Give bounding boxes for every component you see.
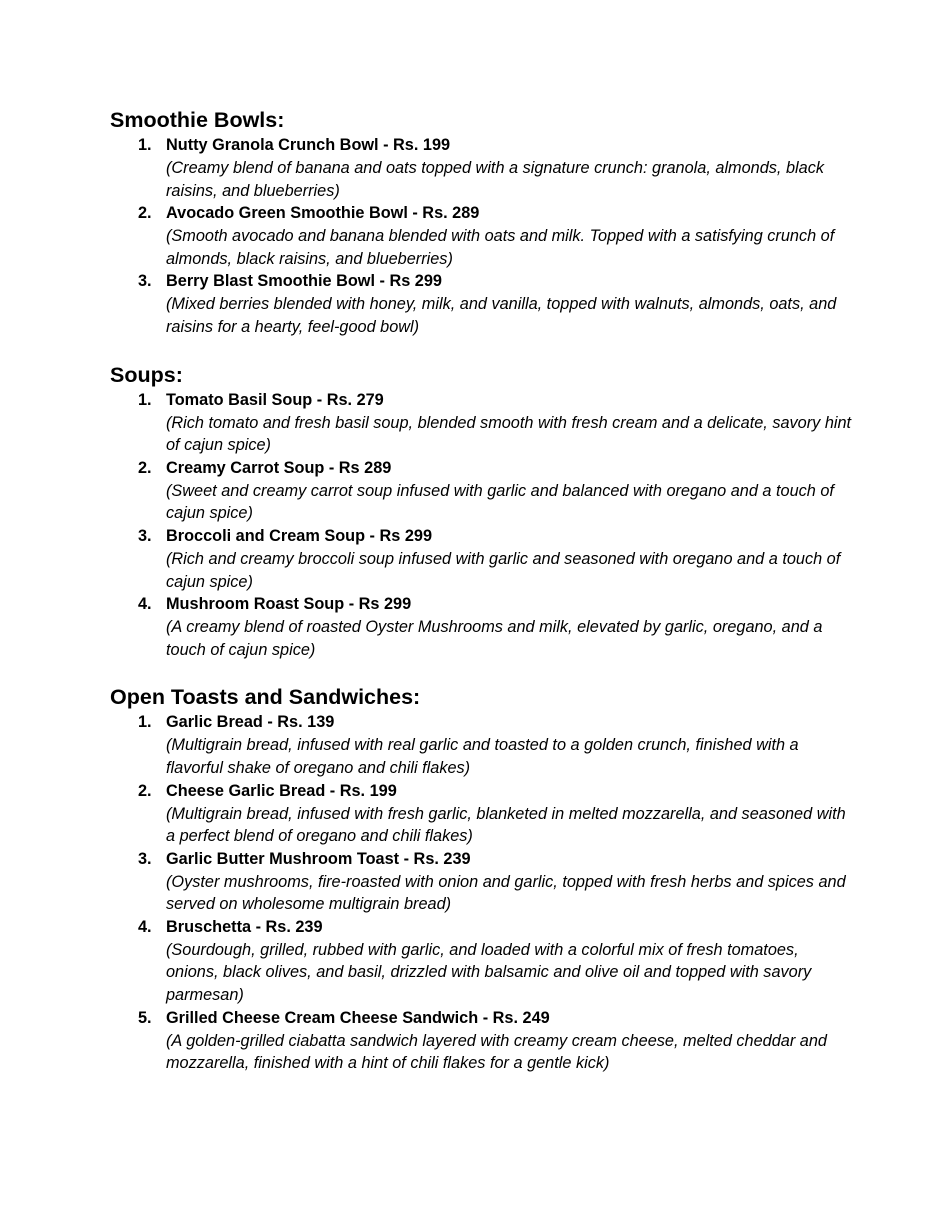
item-list bbox=[110, 134, 852, 339]
item-number: 3. bbox=[138, 272, 152, 291]
item-name-price: Bruschetta - Rs. 239 bbox=[166, 917, 323, 936]
item-description: (Rich and creamy broccoli soup infused with garlic and seasoned with oregano and a touch of cajun spice) bbox=[166, 549, 841, 591]
menu-item bbox=[110, 525, 852, 593]
menu-item bbox=[110, 1007, 852, 1075]
menu-item bbox=[110, 711, 852, 779]
section-title: Open Toasts and Sandwiches: bbox=[110, 685, 421, 710]
menu-item bbox=[110, 848, 852, 916]
section-title: Soups: bbox=[110, 362, 183, 387]
item-name-price: Cheese Garlic Bread - Rs. 199 bbox=[166, 781, 397, 800]
section-title: Smoothie Bowls: bbox=[110, 108, 285, 132]
menu-item bbox=[110, 202, 852, 270]
item-description: (A golden-grilled ciabatta sandwich layered with creamy cream cheese, melted cheddar and mozzarella, finished with a hint of chili flakes for a gentle kick) bbox=[166, 1031, 827, 1073]
item-number: 3. bbox=[138, 526, 152, 545]
item-name-price: Grilled Cheese Cream Cheese Sandwich - Rs. 249 bbox=[166, 1008, 550, 1027]
item-name-price: Tomato Basil Soup - Rs. 279 bbox=[166, 390, 384, 409]
item-description: (Rich tomato and fresh basil soup, blended smooth with fresh cream and a delicate, savory hint of cajun spice) bbox=[166, 413, 852, 455]
item-description: (Multigrain bread, infused with real garlic and toasted to a golden crunch, finished with a flavorful shake of oregano and chili flakes) bbox=[166, 736, 799, 777]
item-description: (Smooth avocado and banana blended with oats and milk. Topped with a satisfying crunch of almonds, black raisins, and blueberries) bbox=[166, 227, 835, 268]
section-open-toasts-sandwiches bbox=[110, 683, 852, 1075]
menu-item bbox=[110, 134, 852, 202]
item-number: 2. bbox=[138, 458, 152, 477]
item-number: 1. bbox=[138, 390, 152, 409]
item-name-price: Berry Blast Smoothie Bowl - Rs 299 bbox=[166, 272, 442, 291]
menu-item bbox=[110, 270, 852, 338]
item-description: (Creamy blend of banana and oats topped with a signature crunch: granola, almonds, black raisins, and blueberries) bbox=[166, 159, 824, 200]
item-list bbox=[110, 389, 852, 662]
menu-item bbox=[110, 780, 852, 848]
item-description: (Sourdough, grilled, rubbed with garlic, and loaded with a colorful mix of fresh tomatoes, onions, black olives, and basil, drizzled with balsamic and olive oil and topped with savory parmesan) bbox=[166, 940, 812, 1005]
item-name-price: Mushroom Roast Soup - Rs 299 bbox=[166, 595, 412, 614]
item-name-price: Garlic Butter Mushroom Toast - Rs. 239 bbox=[166, 849, 471, 868]
item-name-price: Avocado Green Smoothie Bowl - Rs. 289 bbox=[166, 204, 480, 223]
menu-item bbox=[110, 916, 852, 1007]
item-name-price: Nutty Granola Crunch Bowl - Rs. 199 bbox=[166, 136, 451, 154]
item-name-price: Creamy Carrot Soup - Rs 289 bbox=[166, 458, 392, 477]
section-smoothie-bowls bbox=[110, 106, 852, 339]
item-number: 1. bbox=[138, 713, 152, 732]
item-description: (Oyster mushrooms, fire-roasted with onion and garlic, topped with fresh herbs and spices and served on wholesome multigrain bread) bbox=[166, 872, 846, 914]
item-name-price: Garlic Bread - Rs. 139 bbox=[166, 713, 335, 732]
item-description: (Multigrain bread, infused with fresh garlic, blanketed in melted mozzarella, and seasoned with a perfect blend of oregano and chili flakes) bbox=[166, 804, 846, 846]
item-number: 2. bbox=[138, 781, 152, 800]
item-number: 5. bbox=[138, 1008, 152, 1027]
item-number: 1. bbox=[138, 136, 152, 154]
item-description: (A creamy blend of roasted Oyster Mushrooms and milk, elevated by garlic, oregano, and a touch of cajun spice) bbox=[166, 618, 823, 659]
menu-item bbox=[110, 389, 852, 457]
menu-item bbox=[110, 593, 852, 661]
section-soups bbox=[110, 361, 852, 662]
item-number: 3. bbox=[138, 849, 152, 868]
item-number: 4. bbox=[138, 917, 152, 936]
item-number: 2. bbox=[138, 204, 152, 223]
item-number: 4. bbox=[138, 595, 152, 614]
item-description: (Mixed berries blended with honey, milk, and vanilla, topped with walnuts, almonds, oats, and raisins for a hearty, feel-good bowl) bbox=[166, 295, 837, 336]
item-list bbox=[110, 711, 852, 1075]
menu-item bbox=[110, 457, 852, 525]
item-description: (Sweet and creamy carrot soup infused with garlic and balanced with oregano and a touch of cajun spice) bbox=[166, 481, 834, 523]
item-name-price: Broccoli and Cream Soup - Rs 299 bbox=[166, 526, 433, 545]
